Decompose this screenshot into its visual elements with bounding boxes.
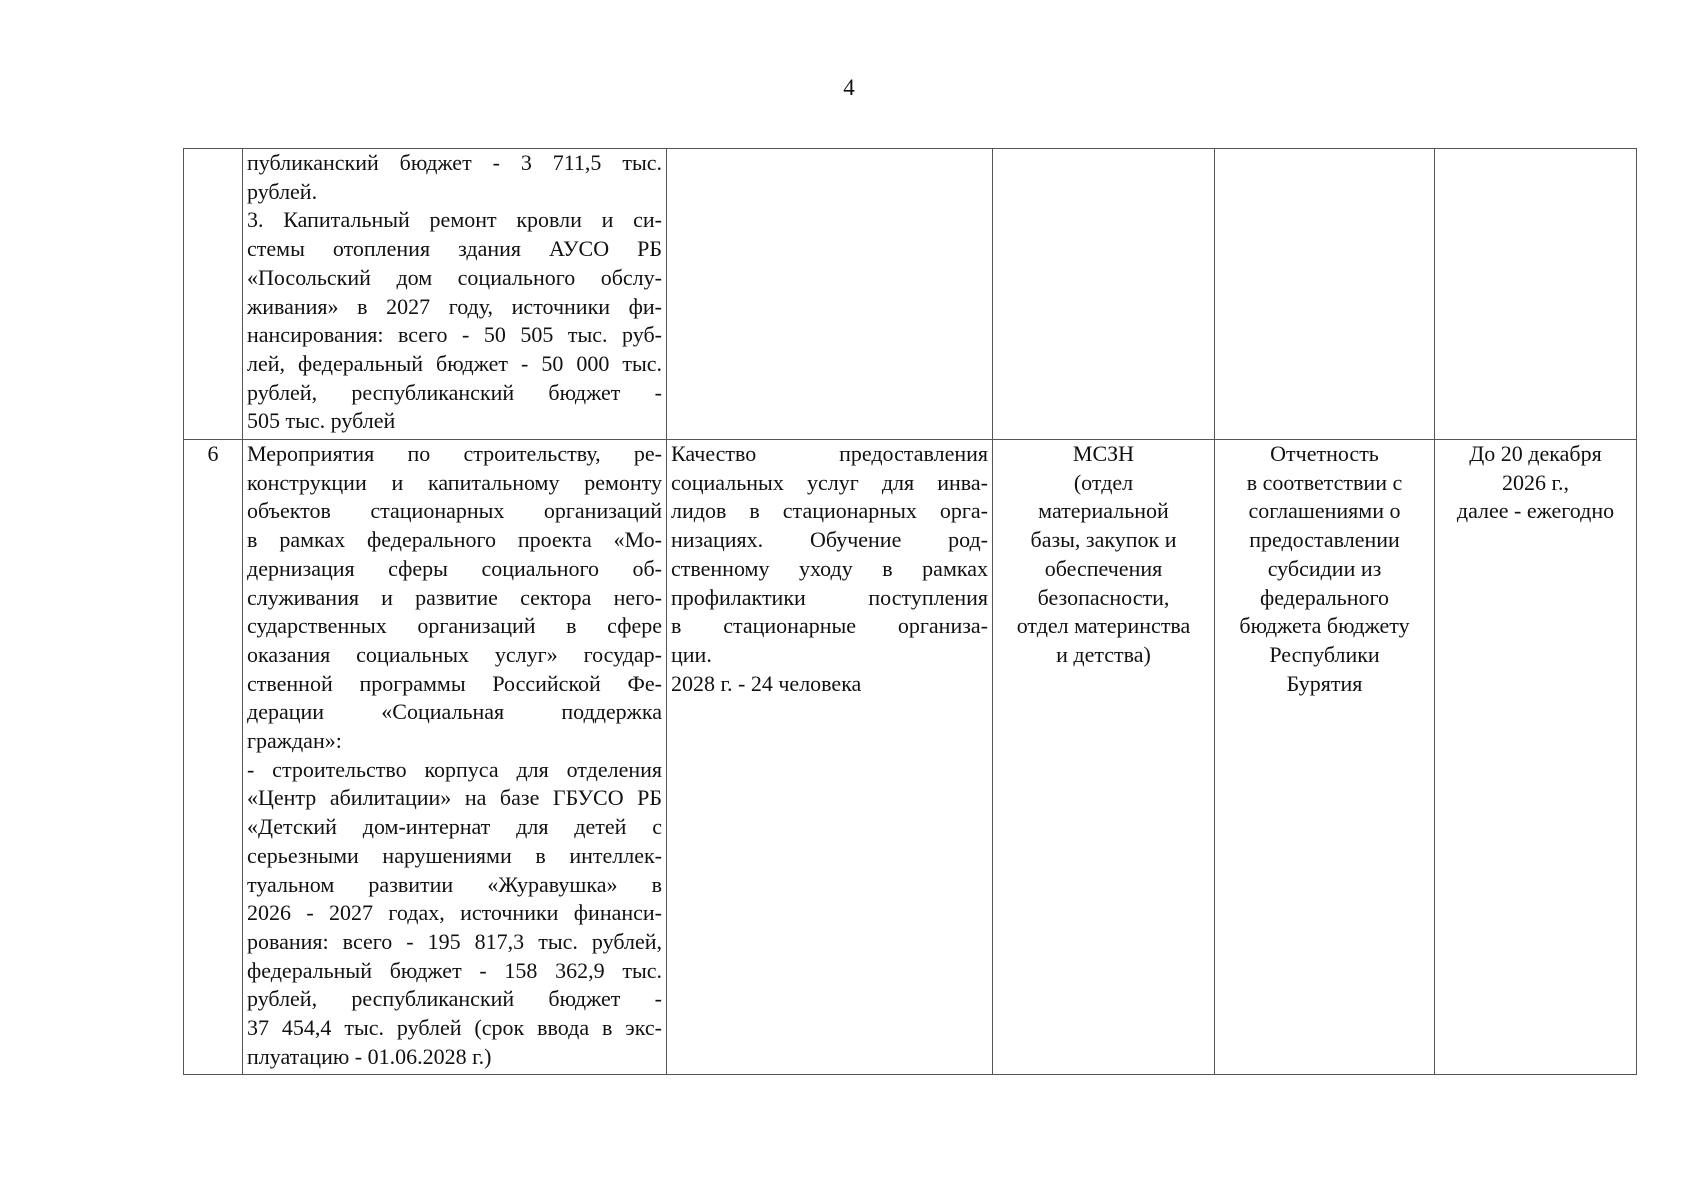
text-line: МСЗН [1072,441,1135,466]
text-line: стемы отопления здания АУСО РБ [247,236,662,262]
text-line: Республики [1269,641,1380,667]
text-line: субсидии из [1267,555,1382,581]
text-line: обеспечения [1044,555,1163,581]
text-line: Отчетность [1270,441,1379,466]
text-line: «Центр абилитации» на базе ГБУСО РБ [247,785,662,811]
text-line: в соответствии с [1246,469,1403,495]
text-line: 505 тыс. рублей [247,408,396,434]
text-line: федерального [1260,584,1389,610]
text-line: (отдел [1073,469,1134,495]
row-number-cell [184,149,243,440]
text-line: рублей, республиканский бюджет - [247,986,662,1012]
text-line: дернизация сферы социального об- [247,555,662,581]
text-line: живания» в 2027 году, источники фи- [247,293,662,319]
text-line: сударственных организаций в сфере [247,613,662,639]
text-line: безопасности, [1037,584,1170,610]
text-line: ции. [671,641,712,667]
result-cell [667,149,993,440]
text-line: оказания социальных услуг» государ- [247,641,662,667]
deadline-cell [1435,149,1637,440]
text-line: Мероприятия по строительству, ре- [247,441,662,466]
text-line: рублей, республиканский бюджет - [247,379,662,405]
text-line: серьезными нарушениями в интеллек- [247,842,662,868]
text-line: лей, федеральный бюджет - 50 000 тыс. [247,350,662,376]
text-line: в стационарные организа- [671,613,988,639]
table-row [184,149,1637,440]
text-line: рования: всего - 195 817,3 тыс. рублей, [247,928,662,954]
text-line: далее - ежегодно [1456,498,1615,524]
text-line: плуатацию - 01.06.2028 г.) [247,1043,492,1069]
text-line: в рамках федерального проекта «Мо- [247,527,662,553]
text-line: бюджета бюджету [1239,613,1410,639]
text-line: отдел материнства [1016,613,1191,639]
text-line: федеральный бюджет - 158 362,9 тыс. [247,957,662,983]
page-number: 4 [843,75,855,100]
text-line: дерации «Социальная поддержка [247,699,662,725]
result-cell [667,440,993,1075]
text-line: 2026 - 2027 годах, источники финанси- [247,900,662,926]
text-line: 2028 г. - 24 человека [671,670,862,696]
text-line: «Посольский дом социального обслу- [247,264,662,290]
text-line: Бурятия [1286,670,1363,696]
text-line: туальном развитии «Журавушка» в [247,871,662,897]
text-line: 2026 г., [1501,469,1570,495]
text-line: «Детский дом-интернат для детей с [247,814,662,840]
text-line: предоставлении [1249,527,1400,553]
text-line: публиканский бюджет - 3 711,5 тыс. [247,150,662,175]
text-line: ственному уходу в рамках [671,555,988,581]
text-line: До 20 декабря [1469,441,1602,466]
activity-cell [243,440,667,1075]
row-number-cell: 6 [184,440,243,1075]
text-line: лидов в стационарных орга- [671,498,988,524]
text-line: ственной программы Российской Фе- [247,670,662,696]
text-line: Качество предоставления [671,441,988,466]
deadline-cell [1435,440,1637,1075]
text-line: служивания и развитие сектора него- [247,584,662,610]
text-line: 37 454,4 тыс. рублей (срок ввода в экс- [247,1015,662,1041]
text-line: - строительство корпуса для отделения [247,756,662,782]
text-line: граждан»: [247,728,342,754]
text-line: материальной [1038,498,1169,524]
text-line: нансирования: всего - 50 505 тыс. руб- [247,322,662,348]
activity-cell [243,149,667,440]
text-line: базы, закупок и [1030,527,1177,553]
text-line: соглашениями о [1248,498,1401,524]
text-line: социальных услуг для инва- [671,469,988,495]
text-line: рублей. [247,178,318,204]
text-line: профилактики поступления [671,584,988,610]
text-line: конструкции и капитальному ремонту [247,469,662,495]
plan-table [183,148,1637,1075]
responsible-cell [993,149,1215,440]
text-line: объектов стационарных организаций [247,498,662,524]
reporting-cell [1215,440,1435,1075]
text-line: 3. Капитальный ремонт кровли и си- [247,207,662,233]
reporting-cell [1215,149,1435,440]
responsible-cell [993,440,1215,1075]
text-line: и детства) [1056,641,1151,667]
table-row [184,440,1637,1075]
text-line: низациях. Обучение род- [671,527,988,553]
